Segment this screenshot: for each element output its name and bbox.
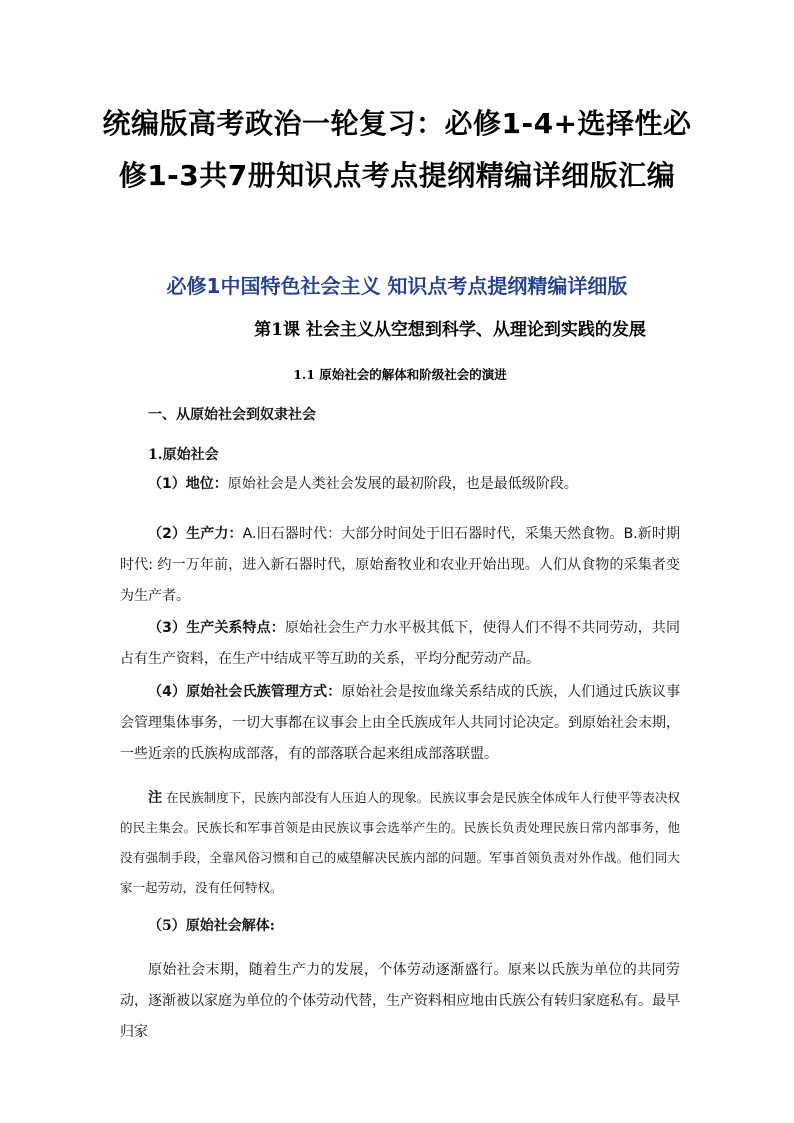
document-title xyxy=(100,98,694,202)
note-paragraph xyxy=(120,783,680,903)
paragraph-text: A.旧石器时代：大部分时间处于旧石器时代，采集天然食物。B.新时期时代: 约一万年前，进入新石器时代，原始畜牧业和农业开始出现。人们从食物的采集者变为生产者。 xyxy=(120,526,680,604)
paragraph-label: （3）生产关系特点： xyxy=(148,620,285,636)
subsection-title: 1.1 原始社会的解体和阶级社会的演进 xyxy=(293,367,507,382)
section-title: 必修1中国特色社会主义 知识点考点提纲精编详细版 xyxy=(166,274,628,298)
title-line-2: 修1-3共7册知识点考点提纲精编详细版汇编 xyxy=(118,159,676,192)
note-text: 在民族制度下，民族内部没有人压迫人的现象。民族议事会是民族全体成年人行使平等表决权的民主集会。民族长和军事首领是由民族议事会选举产生的。民族长负责处理民族日常内部事务，他没有强制手段，全靠风俗习惯和自己的威望解决民族内部的问题。军事首领负责对外作战。他们同大家一起劳动，没有任何特权。 xyxy=(120,790,681,895)
heading-primitive-to-slave: 一、从原始社会到奴隶社会 xyxy=(148,407,316,423)
paragraph-relations xyxy=(120,613,680,675)
paragraph-text: 原始社会是人类社会发展的最初阶段，也是最低级阶段。 xyxy=(227,476,578,492)
paragraph-productivity xyxy=(120,519,680,612)
paragraph-clan-management xyxy=(120,677,680,770)
paragraph-text: 原始社会生产力水平极其低下，使得人们不得不共同劳动，共同占有生产资料，在生产中结成平等互助的关系，平均分配劳动产品。 xyxy=(120,620,680,667)
paragraph-label: （2）生产力： xyxy=(148,526,243,542)
heading-primitive-society: 1.原始社会 xyxy=(148,447,219,463)
paragraph-label: （1）地位： xyxy=(148,476,228,492)
heading-dissolution-label: （5）原始社会解体: xyxy=(148,918,275,934)
lesson-title: 第1课 社会主义从空想到科学、从理论到实践的发展 xyxy=(254,320,646,340)
paragraph-dissolution: 原始社会末期，随着生产力的发展，个体劳动逐渐盛行。原来以氏族为单位的共同劳动，逐渐被以家庭为单位的个体劳动代替，生产资料相应地由氏族公有转归家庭私有。最早归家 xyxy=(120,962,680,1040)
paragraph-text: 原始社会是按血缘关系结成的氏族，人们通过氏族议事会管理集体事务，一切大事都在议事会上由全氏族成年人共同讨论决定。到原始社会末期，一些近亲的氏族构成部落，有的部落联合起来组成部落联盟。 xyxy=(120,684,680,762)
paragraph-label: （4）原始社会氏族管理方式： xyxy=(148,684,342,700)
title-line-1: 统编版高考政治一轮复习：必修1-4+选择性必 xyxy=(102,107,692,140)
paragraph-status xyxy=(120,469,680,500)
note-label: 注 xyxy=(148,790,163,806)
heading-dissolution xyxy=(148,915,275,935)
